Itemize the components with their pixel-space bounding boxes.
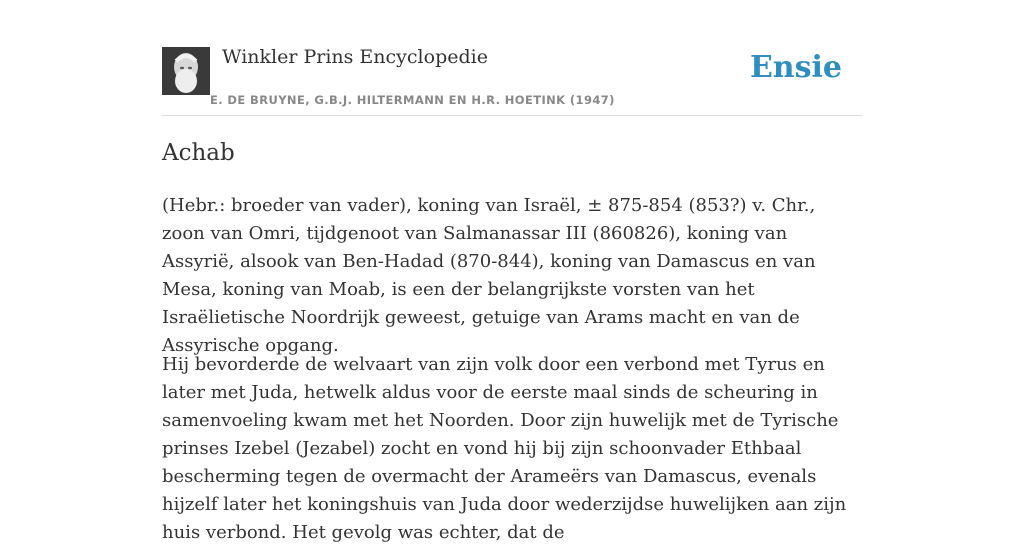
header-divider bbox=[162, 115, 862, 116]
author-portrait-icon bbox=[162, 47, 210, 95]
encyclopedia-page bbox=[162, 0, 862, 543]
site-title[interactable]: Winkler Prins Encyclopedie bbox=[222, 46, 488, 68]
article-paragraph: (Hebr.: broeder van vader), koning van Israël, ± 875-854 (853?) v. Chr., zoon van Omri, tijdgenoot van Salmanassar III (860826), koning van Assyrië, alsook van Ben-Hadad (870-844), koning van Damascus en van Mesa, koning van Moab, is een der belangrijkste vorsten van het Israëlietische Noordrijk geweest, getuige van Arams macht en van de Assyrische opgang. bbox=[162, 195, 816, 356]
article-paragraph: Hij bevorderde de welvaart van zijn volk door een verbond met Tyrus en later met Juda, hetwelk aldus voor de eerste maal sinds de scheuring in samenvoeling kwam met het Noorden. Door zijn huwelijk met de Tyrische prinses Izebel (Jezabel) zocht en vond hij bij zijn schoonvader Ethbaal bescherming tegen de overmacht der Arameërs van Damascus, evenals hijzelf later het koningshuis van Juda door wederzijdse huwelijken aan zijn huis verbond. Het gevolg was echter, dat de bbox=[162, 354, 847, 543]
author-credits: E. DE BRUYNE, G.B.J. HILTERMANN EN H.R. HOETINK (1947) bbox=[210, 93, 615, 107]
ensie-logo[interactable]: Ensie bbox=[749, 50, 842, 85]
article-title: Achab bbox=[162, 140, 235, 166]
